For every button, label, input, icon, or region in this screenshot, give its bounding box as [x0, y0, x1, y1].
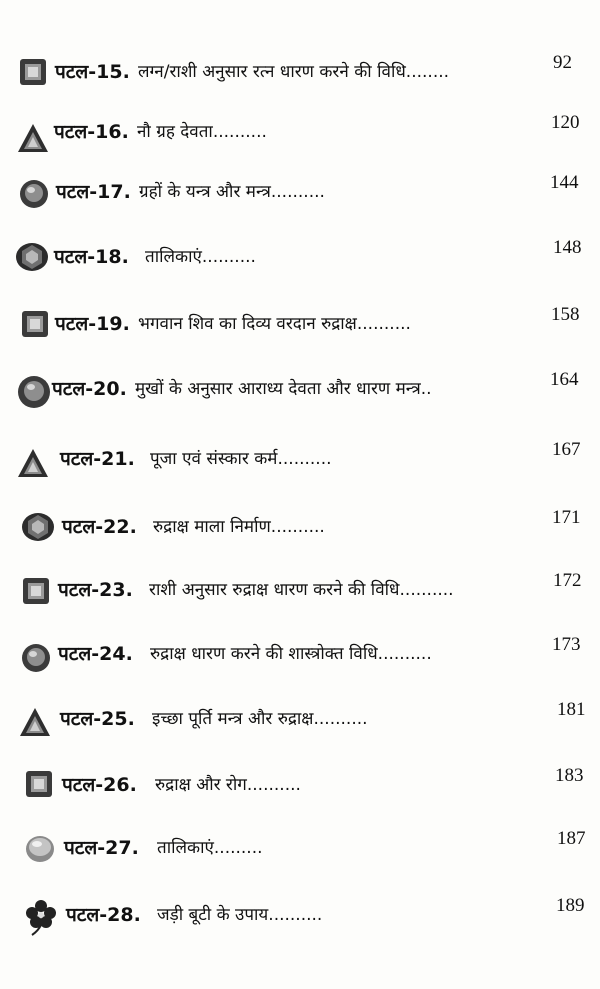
toc-page-number: 158 — [551, 304, 580, 325]
oval-gem-icon — [18, 178, 50, 210]
toc-chapter-label: पटल-19. — [55, 313, 130, 335]
toc-chapter-title: ग्रहों के यन्त्र और मन्त्र.......... — [139, 182, 325, 202]
toc-chapter-title: पूजा एवं संस्कार कर्म.......... — [150, 449, 332, 469]
toc-chapter-title: रुद्राक्ष माला निर्माण.......... — [153, 517, 325, 537]
toc-chapter-title: रुद्राक्ष और रोग.......... — [155, 775, 301, 795]
toc-entry — [0, 697, 600, 747]
toc-chapter-title: जड़ी बूटी के उपाय.......... — [157, 905, 323, 925]
toc-chapter-title: तालिकाएं......... — [157, 838, 263, 858]
faceted-oval-gem-icon — [20, 511, 56, 543]
toc-chapter-title: भगवान शिव का दिव्य वरदान रुद्राक्ष.......... — [138, 314, 411, 334]
toc-page-number: 148 — [553, 237, 582, 258]
toc-page-number: 189 — [556, 895, 585, 916]
oval-gem-icon — [20, 642, 52, 674]
toc-page-number: 181 — [557, 699, 586, 720]
toc-entry — [0, 505, 600, 555]
toc-chapter-label: पटल-26. — [62, 774, 137, 796]
toc-chapter-label: पटल-28. — [66, 904, 141, 926]
triangle-gem-icon — [16, 122, 50, 154]
toc-page-number: 173 — [552, 634, 581, 655]
toc-entry — [0, 632, 600, 682]
triangle-gem-icon — [18, 706, 52, 738]
toc-entry — [0, 50, 600, 100]
toc-chapter-title: इच्छा पूर्ति मन्त्र और रुद्राक्ष.......... — [152, 709, 368, 729]
square-gem-icon — [20, 309, 50, 339]
toc-entry — [0, 826, 600, 876]
toc-chapter-label: पटल-22. — [62, 516, 137, 538]
toc-chapter-title: राशी अनुसार रुद्राक्ष धारण करने की विधि.......... — [149, 580, 454, 600]
toc-chapter-label: पटल-20. — [52, 378, 127, 400]
cabochon-gem-icon — [24, 834, 56, 864]
toc-page-number: 92 — [553, 52, 572, 73]
toc-entry — [0, 893, 600, 943]
toc-page-number: 144 — [550, 172, 579, 193]
toc-entry — [0, 235, 600, 285]
toc-entry — [0, 367, 600, 417]
toc-entry — [0, 302, 600, 352]
toc-chapter-label: पटल-21. — [60, 448, 135, 470]
toc-chapter-label: पटल-18. — [54, 246, 129, 268]
toc-page-number: 171 — [552, 507, 581, 528]
toc-chapter-title: तालिकाएं.......... — [145, 247, 256, 267]
toc-entry — [0, 170, 600, 220]
faceted-oval-gem-icon — [14, 241, 50, 273]
toc-chapter-title: लग्न/राशी अनुसार रत्न धारण करने की विधि........ — [138, 62, 450, 82]
toc-entry — [0, 568, 600, 618]
toc-entry — [0, 763, 600, 813]
toc-page-number: 187 — [557, 828, 586, 849]
toc-chapter-label: पटल-15. — [55, 61, 130, 83]
toc-chapter-label: पटल-27. — [64, 837, 139, 859]
oval-gem-icon — [16, 374, 52, 410]
square-gem-icon — [18, 57, 48, 87]
toc-entry — [0, 437, 600, 487]
toc-page-number: 120 — [551, 112, 580, 133]
toc-page-number: 164 — [550, 369, 579, 390]
toc-chapter-label: पटल-17. — [56, 181, 131, 203]
toc-chapter-title: नौ ग्रह देवता.......... — [137, 122, 267, 142]
toc-entry — [0, 110, 600, 160]
toc-chapter-label: पटल-23. — [58, 579, 133, 601]
toc-chapter-label: पटल-24. — [58, 643, 133, 665]
toc-page-number: 167 — [552, 439, 581, 460]
toc-chapter-label: पटल-16. — [54, 121, 129, 143]
toc-page-number: 183 — [555, 765, 584, 786]
toc-chapter-title: रुद्राक्ष धारण करने की शास्त्रोक्त विधि.......... — [150, 644, 432, 664]
triangle-gem-icon — [16, 447, 50, 479]
flower-icon — [22, 897, 60, 937]
square-gem-icon — [24, 769, 54, 799]
square-gem-icon — [21, 576, 51, 606]
toc-page-number: 172 — [553, 570, 582, 591]
toc-chapter-label: पटल-25. — [60, 708, 135, 730]
toc-chapter-title: मुखों के अनुसार आराध्य देवता और धारण मन्त्र.. — [135, 379, 432, 399]
